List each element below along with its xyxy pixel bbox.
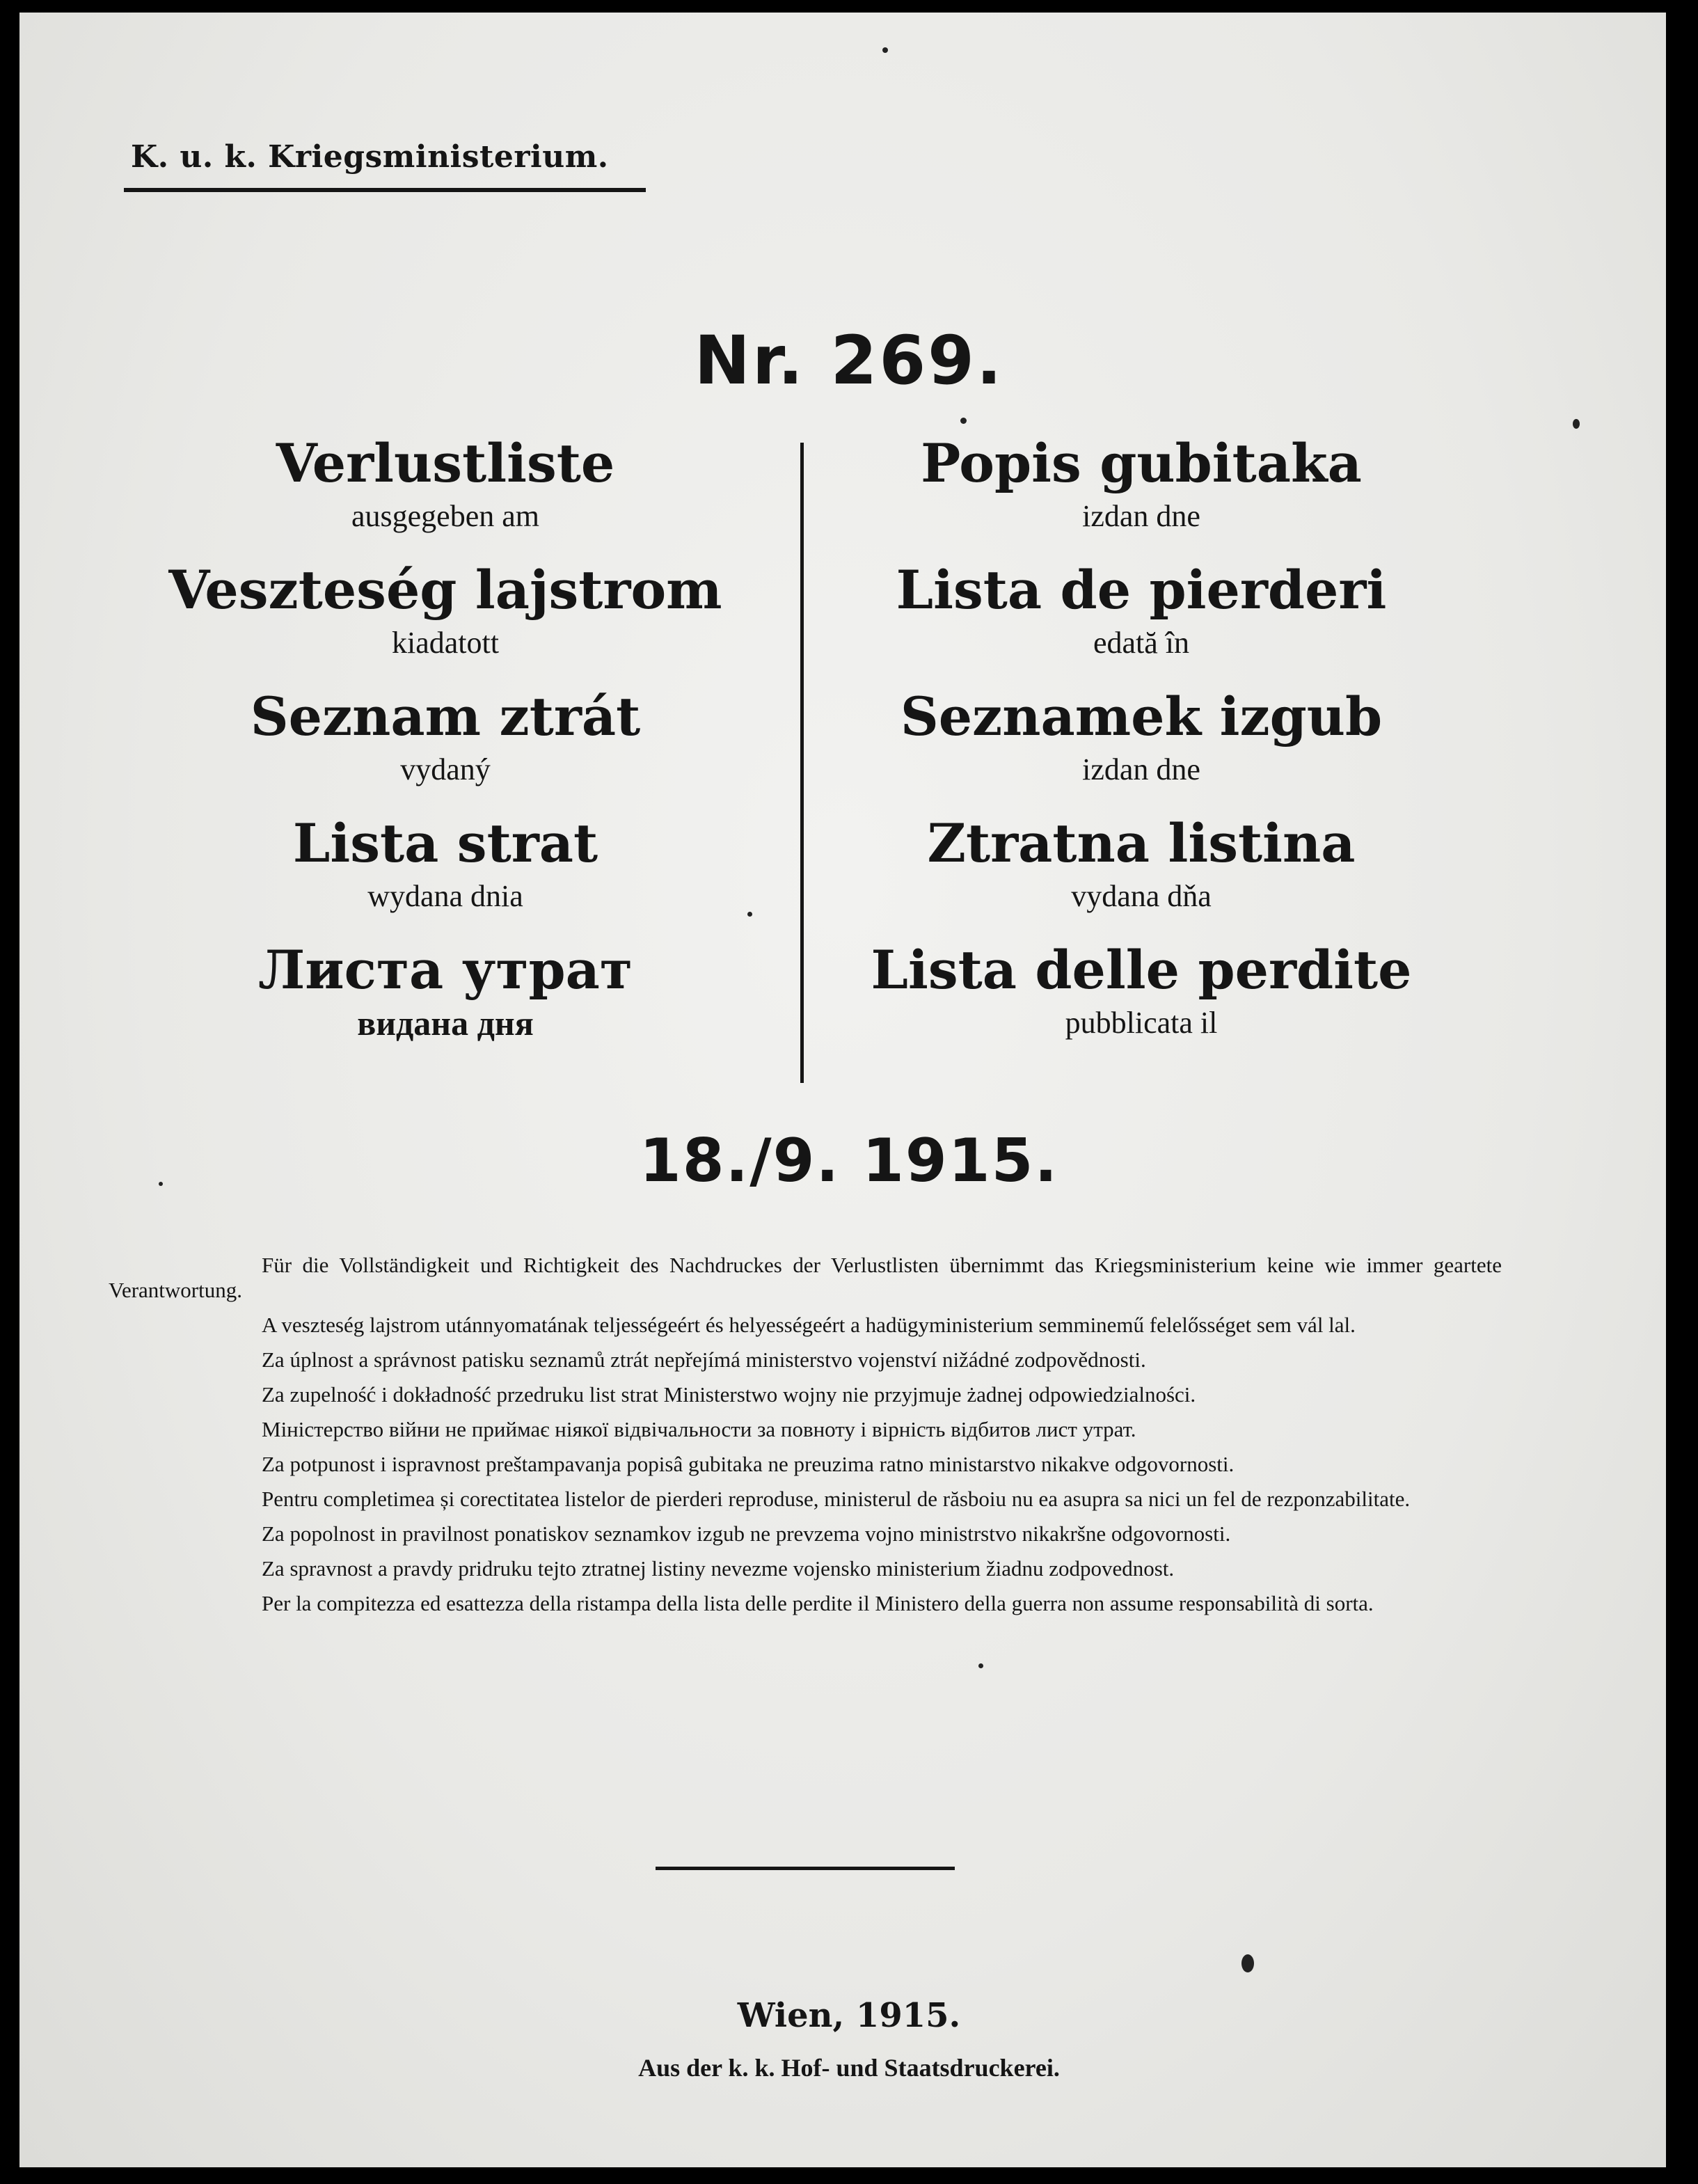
entry-subtitle: edată în — [1093, 626, 1190, 660]
ink-speck — [960, 418, 967, 424]
entry-title: Popis gubitaka — [921, 432, 1362, 494]
entry-title: Lista de pierderi — [896, 559, 1387, 621]
title-entry-hungarian — [139, 555, 752, 682]
entry-title: Lista strat — [292, 812, 598, 874]
entry-title: Ztratna listina — [927, 812, 1356, 874]
entry-subtitle: видана дня — [357, 1004, 534, 1043]
entry-subtitle: izdan dne — [1082, 752, 1200, 786]
entry-subtitle: ausgegeben am — [351, 499, 539, 533]
ministry-header: K. u. k. Kriegsministerium. — [131, 139, 609, 175]
entry-title: Seznam ztrát — [250, 686, 641, 747]
ink-speck — [978, 1663, 983, 1668]
entry-title: Lista delle perdite — [871, 939, 1412, 1001]
entry-subtitle: vydana dňa — [1071, 879, 1212, 913]
right-language-column — [835, 429, 1447, 1062]
title-entry-slovene — [835, 682, 1447, 809]
entry-title: Листа утрат — [258, 939, 633, 1001]
disclaimer-croatian: Za potpunost i ispravnost preštampavanja popisâ gubitaka ne preuzima ratno ministarstvo nikakve odgovornosti. — [262, 1452, 1235, 1476]
entry-subtitle: pubblicata il — [1065, 1006, 1218, 1040]
entry-title: Veszteség lajstrom — [168, 559, 722, 621]
title-entry-slovak — [835, 809, 1447, 935]
title-entry-czech — [139, 682, 752, 809]
entry-subtitle: wydana dnia — [367, 879, 523, 913]
title-entry-ukrainian — [139, 935, 752, 1062]
entry-subtitle: vydaný — [400, 752, 491, 786]
header-underline — [124, 188, 646, 192]
printer-imprint: Aus der k. k. Hof- und Staatsdruckerei. — [638, 2054, 1060, 2082]
publication-place: Wien, 1915. — [737, 1996, 961, 2035]
ink-speck — [882, 47, 888, 53]
disclaimer-polish: Za zupelność i dokładność przedruku list strat Ministerstwo wojny nie przyjmuje żadnej odpowiedzialności. — [262, 1382, 1196, 1407]
disclaimer-block — [109, 1253, 1502, 1626]
disclaimer-german: Für die Vollständigkeit und Richtigkeit des Nachdruckes der Verlustlisten übernimmt das Kriegsministerium keine wie immer geartete Verantwortung. — [109, 1253, 1502, 1302]
title-entry-romanian — [835, 555, 1447, 682]
disclaimer-ukrainian: Міністерство війни не приймає ніякої відвічальности за повноту і вірність відбитов лист утрат. — [262, 1417, 1136, 1441]
entry-subtitle: kiadatott — [392, 626, 499, 660]
disclaimer-czech: Za úplnost a správnost patisku seznamů ztrát nepřejímá ministerstvo vojenství nižádné zodpovědnosti. — [262, 1347, 1146, 1372]
ink-speck — [1241, 1954, 1254, 1972]
title-entry-italian — [835, 935, 1447, 1062]
title-entry-german — [139, 429, 752, 555]
disclaimer-slovene: Za popolnost in pravilnost ponatiskov seznamkov izgub ne prevzema vojno ministrstvo nikakršne odgovornosti. — [262, 1521, 1231, 1546]
title-entry-polish — [139, 809, 752, 935]
issue-date: 18./9. 1915. — [639, 1126, 1059, 1196]
title-entry-croatian — [835, 429, 1447, 555]
list-number: Nr. 269. — [694, 322, 1004, 399]
entry-title: Seznamek izgub — [900, 686, 1383, 747]
disclaimer-hungarian: A veszteség lajstrom utánnyomatának teljességeért és helyességeért a hadügyministerium semminemű felelősséget sem vál lal. — [262, 1313, 1356, 1337]
disclaimer-slovak: Za spravnost a pravdy pridruku tejto ztratnej listiny nevezme vojensko ministerium žiadnu zodpovednost. — [262, 1556, 1175, 1581]
left-language-column — [139, 429, 752, 1062]
ink-speck — [1573, 419, 1580, 429]
disclaimer-romanian: Pentru completimea și corectitatea listelor de pierderi reproduse, ministerul de răsboiu nu ea asupra sa nici un fel de rezponzabilitate. — [262, 1487, 1411, 1511]
disclaimer-italian: Per la compitezza ed esattezza della ristampa della lista delle perdite il Ministero della guerra non assume responsabilità di sorta. — [262, 1591, 1374, 1615]
footer-rule — [656, 1867, 955, 1870]
column-divider — [800, 443, 804, 1083]
entry-title: Verlustliste — [276, 432, 615, 494]
entry-subtitle: izdan dne — [1082, 499, 1200, 533]
